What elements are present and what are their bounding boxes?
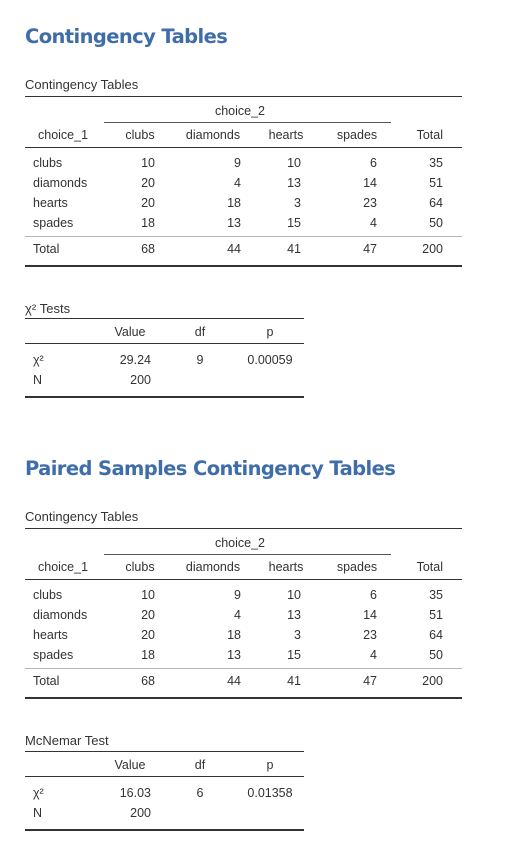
totals-row-label: Total	[33, 242, 60, 256]
table-cell-hearts: 13	[287, 608, 301, 622]
section-heading-contingency: Contingency Tables	[25, 25, 228, 48]
column-group-underline	[104, 122, 391, 123]
table-cell-hearts: 10	[287, 156, 301, 170]
table-cell-spades: 4	[370, 216, 377, 230]
table-cell-diamonds: 9	[234, 588, 241, 602]
column-header-hearts: hearts	[268, 560, 304, 574]
table-cell-total: 51	[429, 176, 443, 190]
column-group-underline	[104, 554, 391, 555]
totals-cell-grand-total: 200	[422, 242, 443, 256]
table-cell-clubs: 18	[141, 216, 155, 230]
column-header-p: p	[266, 758, 274, 772]
stat-value: 200	[130, 373, 151, 387]
table-cell-clubs: 10	[141, 588, 155, 602]
table-cell-diamonds: 4	[234, 608, 241, 622]
column-header-diamonds: diamonds	[185, 128, 241, 142]
table-cell-spades: 14	[363, 176, 377, 190]
column-header-value: Value	[114, 325, 146, 339]
table-caption-paired: Contingency Tables	[25, 509, 139, 524]
table-cell-hearts: 13	[287, 176, 301, 190]
stat-label: χ²	[33, 353, 44, 367]
row-label: diamonds	[33, 176, 88, 190]
column-header-hearts: hearts	[268, 128, 304, 142]
row-label: clubs	[33, 588, 63, 602]
column-group-header: choice_2	[214, 536, 266, 550]
header-rule	[25, 579, 462, 580]
totals-cell-spades: 47	[363, 674, 377, 688]
stat-df: 9	[196, 353, 204, 367]
section-heading-paired: Paired Samples Contingency Tables	[25, 457, 396, 480]
stat-value: 16.03	[119, 786, 151, 800]
table-cell-total: 50	[429, 648, 443, 662]
totals-cell-grand-total: 200	[422, 674, 443, 688]
table-bottom-rule	[25, 396, 304, 398]
table-cell-spades: 23	[363, 628, 377, 642]
totals-cell-spades: 47	[363, 242, 377, 256]
row-label: hearts	[33, 628, 68, 642]
row-variable-header: choice_1	[38, 560, 89, 574]
stat-value: 200	[130, 806, 151, 820]
column-group-header: choice_2	[214, 104, 266, 118]
column-header-p: p	[266, 325, 274, 339]
totals-row-label: Total	[33, 674, 60, 688]
table-bottom-rule	[25, 697, 462, 699]
table-cell-diamonds: 9	[234, 156, 241, 170]
row-label: spades	[33, 216, 74, 230]
totals-cell-clubs: 68	[141, 242, 155, 256]
table-cell-total: 64	[429, 196, 443, 210]
totals-cell-hearts: 41	[287, 242, 301, 256]
stat-value: 29.24	[119, 353, 151, 367]
table-cell-diamonds: 13	[227, 216, 241, 230]
table-cell-spades: 14	[363, 608, 377, 622]
column-header-clubs: clubs	[125, 128, 155, 142]
totals-separator	[25, 668, 462, 669]
table-bottom-rule	[25, 265, 462, 267]
totals-cell-diamonds: 44	[227, 242, 241, 256]
table-caption-contingency: Contingency Tables	[25, 77, 139, 92]
chi-square-table	[25, 318, 304, 400]
contingency-table	[25, 96, 462, 270]
table-cell-diamonds: 4	[234, 176, 241, 190]
row-label: clubs	[33, 156, 63, 170]
row-variable-header: choice_1	[38, 128, 89, 142]
table-cell-spades: 6	[370, 588, 377, 602]
row-label: diamonds	[33, 608, 88, 622]
totals-cell-clubs: 68	[141, 674, 155, 688]
column-header-total: Total	[416, 560, 443, 574]
table-top-rule	[25, 751, 304, 752]
table-caption-chisq: χ² Tests	[25, 301, 71, 316]
totals-separator	[25, 236, 462, 237]
column-header-value: Value	[114, 758, 146, 772]
column-header-diamonds: diamonds	[185, 560, 241, 574]
table-cell-total: 50	[429, 216, 443, 230]
table-caption-mcnemar: McNemar Test	[25, 733, 109, 748]
column-header-spades: spades	[336, 128, 378, 142]
table-cell-hearts: 15	[287, 648, 301, 662]
table-cell-clubs: 20	[141, 608, 155, 622]
row-label: hearts	[33, 196, 68, 210]
table-cell-diamonds: 13	[227, 648, 241, 662]
table-top-rule	[25, 318, 304, 319]
table-top-rule	[25, 96, 462, 97]
column-header-spades: spades	[336, 560, 378, 574]
table-cell-hearts: 3	[294, 628, 301, 642]
row-label: spades	[33, 648, 74, 662]
table-cell-total: 64	[429, 628, 443, 642]
stat-p: 0.00059	[247, 353, 293, 367]
totals-cell-hearts: 41	[287, 674, 301, 688]
column-header-df: df	[194, 758, 206, 772]
column-header-df: df	[194, 325, 206, 339]
table-cell-total: 51	[429, 608, 443, 622]
column-header-clubs: clubs	[125, 560, 155, 574]
table-cell-clubs: 18	[141, 648, 155, 662]
table-cell-spades: 23	[363, 196, 377, 210]
column-header-total: Total	[416, 128, 443, 142]
stat-label: N	[33, 806, 43, 820]
table-cell-spades: 4	[370, 648, 377, 662]
stat-label: N	[33, 373, 43, 387]
table-cell-clubs: 20	[141, 176, 155, 190]
table-cell-diamonds: 18	[227, 196, 241, 210]
table-cell-hearts: 15	[287, 216, 301, 230]
table-cell-clubs: 20	[141, 196, 155, 210]
table-cell-clubs: 20	[141, 628, 155, 642]
totals-cell-diamonds: 44	[227, 674, 241, 688]
table-top-rule	[25, 528, 462, 529]
table-cell-diamonds: 18	[227, 628, 241, 642]
table-cell-clubs: 10	[141, 156, 155, 170]
table-cell-spades: 6	[370, 156, 377, 170]
table-cell-total: 35	[429, 588, 443, 602]
table-cell-hearts: 10	[287, 588, 301, 602]
table-cell-hearts: 3	[294, 196, 301, 210]
stat-df: 6	[196, 786, 204, 800]
header-rule	[25, 343, 304, 344]
stat-label: χ²	[33, 786, 44, 800]
mcnemar-table	[25, 751, 304, 833]
paired-contingency-table	[25, 528, 462, 702]
header-rule	[25, 147, 462, 148]
stat-p: 0.01358	[247, 786, 293, 800]
table-bottom-rule	[25, 829, 304, 831]
header-rule	[25, 776, 304, 777]
table-cell-total: 35	[429, 156, 443, 170]
